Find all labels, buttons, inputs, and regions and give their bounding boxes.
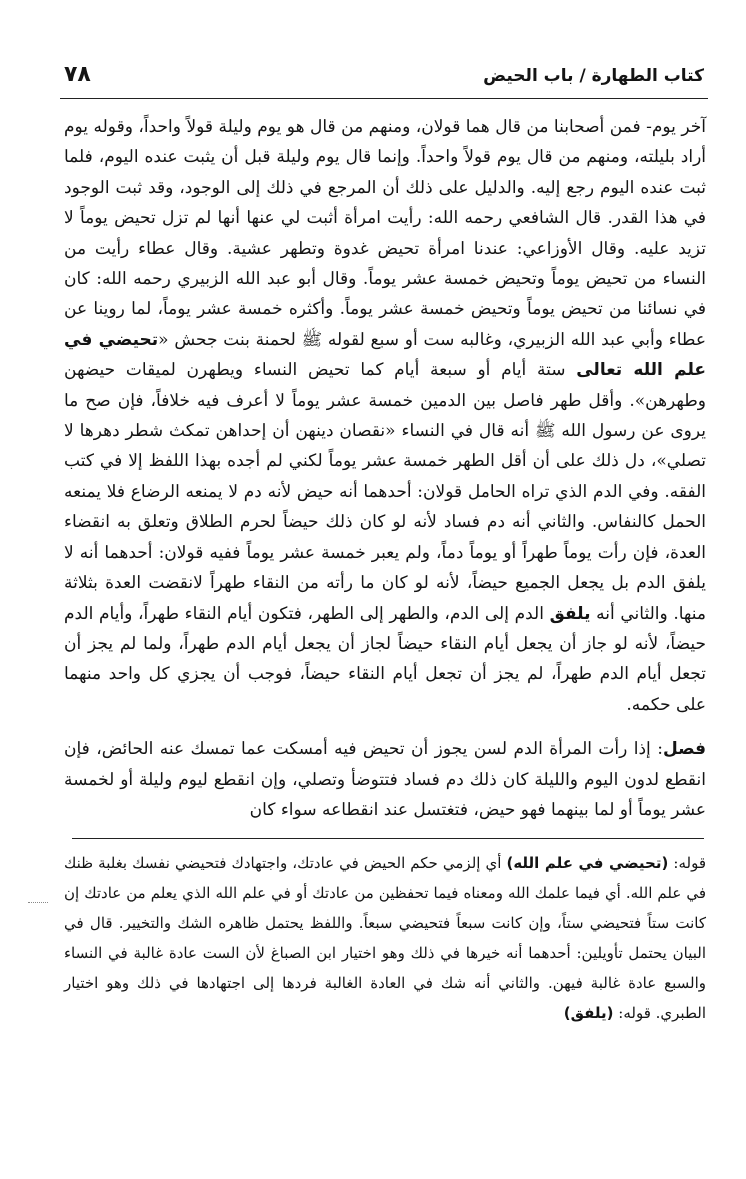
footnote-paragraph — [64, 848, 706, 1028]
main-text — [64, 112, 706, 825]
text-run: أي إلزمي حكم الحيض في عادتك، واجتهادك فتحيضي نفسك بغلبة ظنك في علم الله. أي فيما علمك الله ومعناه فيما تحفظين من عادتك أو في علم الله الذي يعلم من عادتك إن كانت ستاً فتحيضي ستاً، وإن كانت سبعاً فتحيضي سبعاً. واللفظ يحتمل ظاهره الشك والتخيير. قال في البيان يحتمل تأويلين: أحدهما أنه خيرها في ذلك وهو اختيار ابن الصباغ لأن الست عادة غالبة في النساء والسبع عادة غالبة فيهن. والثاني أنه شك في العادة الغالبة فردها إلى اجتهادها في ذلك وهو اختيار الطبري. قوله: — [64, 854, 706, 1022]
footnote-rule — [72, 838, 704, 839]
section-paragraph — [64, 734, 706, 825]
footnote-lemma: (يلفق) — [563, 1004, 614, 1022]
text-run: آخر يوم- فمن أصحابنا من قال هما قولان، ومنهم من قال هو يوم وليلة قولاً واحداً، وقوله يوم أراد بليلته، ومنهم من قال يوم قولاً واحداً. وإنما قال يوم وليلة قبل أن يثبت عنده اليوم، فلما ثبت عنده اليوم رجع إليه. والدليل على ذلك أن المرجع في ذلك إلى الوجود، وقد ثبت الوجود في هذا القدر. قال الشافعي رحمه الله: رأيت امرأة أثبت لي عنها أنها لم تزل تحيض يوماً لا تزيد عليه. وقال الأوزاعي: عندنا امرأة تحيض غدوة وتطهر عشية. وقال عطاء رأيت من النساء من تحيض يوماً وتحيض خمسة عشر يوماً. وقال أبو عبد الله الزبيري رحمه الله: كان في نسائنا من تحيض يوماً وتحيض خمسة عشر يوماً. وأكثره خمسة عشر يوماً، لما روينا عن عطاء وأبي عبد الله الزبيري، وغالبه ست أو سبع لقوله ﷺ لحمنة بنت جحش « — [64, 117, 707, 350]
scan-mark — [28, 902, 48, 903]
hadith-quote: تحيضي في علم الله تعالى — [64, 329, 707, 381]
section-heading: فصل — [662, 739, 706, 760]
text-run: قوله: — [668, 854, 707, 872]
running-title: كتاب الطهارة / باب الحيض — [483, 66, 704, 86]
page-number: ٧٨ — [64, 62, 91, 87]
footnotes — [64, 848, 706, 1028]
text-run: ستة أيام أو سبعة أيام كما تحيض النساء ويطهرن لميقات حيضهن وطهرهن». وأقل طهر فاصل بين الدمين خمسة عشر يوماً لا أعرف فيه خلافاً، فإن صح ما يروى عن رسول الله ﷺ أنه قال في النساء «نقصان دينهن أن إحداهن تمكث شطر دهرها لا تصلي»، دل ذلك على أن أقل الطهر خمسة عشر يوماً لكني لم أجده بهذا اللفظ إلا في كتب الفقه. وفي الدم الذي تراه الحامل قولان: أحدهما أنه حيض لأنه دم لا يمنعه الرضاع فلا يمنعه الحمل كالنفاس. والثاني أنه دم فساد لأنه لو كان ذلك حيضاً لحرم الطلاق وتعلق به انقضاء العدة، فإن رأت يوماً طهراً أو يوماً دماً، ولم يعبر خمسة عشر يوماً ففيه قولان: أحدهما أنه لا يلفق الدم بل يجعل الجميع حيضاً، لأنه لو كان ما رأته من النقاء طهراً لانقضت العدة بثلاثة منها. والثاني أنه — [64, 360, 706, 624]
page-header — [64, 58, 704, 98]
header-rule — [60, 98, 708, 99]
body-paragraph — [64, 112, 706, 720]
footnote-lemma: (تحيضي في علم الله) — [506, 854, 669, 872]
text-run: الدم إلى الدم، والطهر إلى الطهر، فتكون أيام النقاء طهراً، وأيام الدم حيضاً، لأنه لو جاز أن يجعل أيام النقاء حيضاً لجاز أن يجعل أيام الدم طهراً، ولما لم يجز أن تجعل أيام الدم طهراً، لم يجز أن تجعل أيام النقاء حيضاً، فوجب أن يجزي كل واحد منهما على حكمه. — [64, 603, 706, 715]
footnote-keyword: يلفق — [549, 603, 591, 624]
text-run: : إذا رأت المرأة الدم لسن يجوز أن تحيض فيه أمسكت عما تمسك عنه الحائض، فإن انقطع لدون اليوم والليلة كان ذلك دم فساد فتتوضأ وتصلي، وإن انقطع ليوم وليلة أو لخمسة عشر يوماً أو لما بينهما فهو حيض، فتغتسل عند انقطاعه سواء كان — [64, 739, 706, 820]
